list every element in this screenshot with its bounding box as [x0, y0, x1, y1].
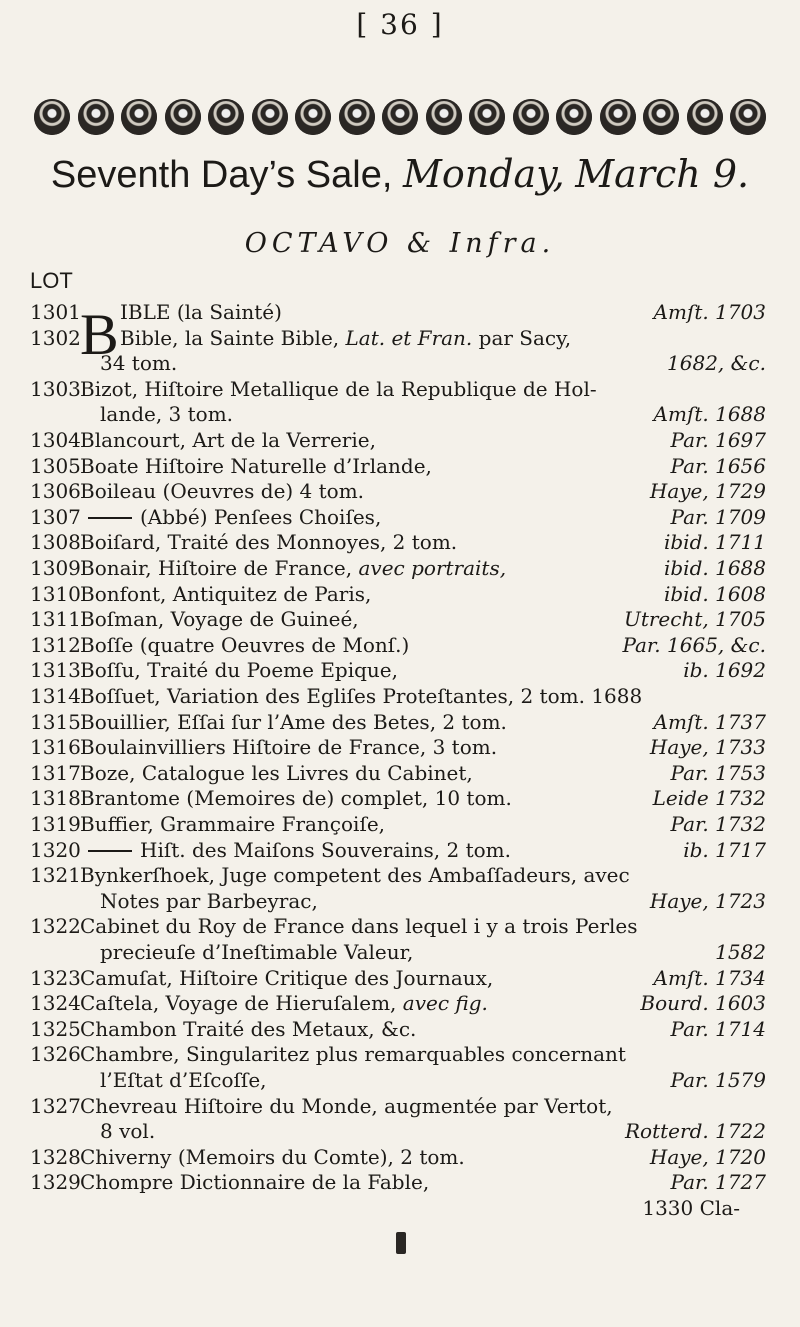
- lot-text-italic: avec portraits,: [352, 556, 507, 580]
- lot-text: Bouillier, Eſſai ſur l’Ame des Betes, 2 tom.: [80, 709, 507, 734]
- format-line: OCTAVO & Infra.: [244, 228, 556, 259]
- lot-description: [80, 838, 511, 862]
- lot-text: Cabinet du Roy de France dans lequel i y a trois Perles: [80, 914, 638, 939]
- lot-description: [80, 582, 371, 606]
- lot-text: Boate Hiſtoire Naturelle d’Irlande,: [80, 453, 432, 478]
- lot-imprint: Par. 1665, &c.: [622, 632, 766, 657]
- page-mark: [396, 1232, 406, 1254]
- lot-number: 1304: [30, 428, 81, 452]
- lot-description: [80, 658, 398, 682]
- sale-heading-date: March 9.: [575, 152, 750, 196]
- lot-number: 1320: [30, 837, 81, 862]
- lot-text: Chiverny (Memoirs du Comte), 2 tom.: [80, 1144, 465, 1169]
- lot-description: [80, 607, 359, 631]
- lot-number: 1308: [30, 530, 81, 555]
- lot-text: Bizot, Hiſtoire Metallique de la Republique de Hol-: [80, 376, 597, 401]
- lot-number: 1327: [30, 1093, 81, 1118]
- lot-imprint: Amſt. 1734: [653, 965, 766, 990]
- lot-description: [80, 991, 488, 1015]
- lot-description: [80, 530, 457, 554]
- lot-imprint: Leide 1732: [652, 786, 766, 811]
- lot-description: [80, 863, 630, 887]
- ornament-icon: [730, 99, 766, 135]
- lot-number: 1321: [30, 863, 81, 888]
- lot-text: l’Eſtat d’Eſcoſſe,: [100, 1068, 267, 1092]
- lot-number: 1310: [30, 581, 81, 606]
- catchword: [0, 1196, 800, 1226]
- lot-text: Boſman, Voyage de Guineé,: [80, 607, 359, 632]
- lot-text: Bynkerſhoek, Juge competent des Ambaſſadeurs, avec: [80, 863, 630, 888]
- lot-number: 1322: [30, 914, 81, 939]
- lot-number: 1318: [30, 786, 81, 811]
- lot-number: 1302: [30, 325, 81, 350]
- lot-number: 1323: [30, 965, 81, 990]
- lot-imprint: Par. 1709: [670, 504, 766, 529]
- lot-description: [100, 1068, 267, 1092]
- lot-number: 1316: [30, 735, 81, 760]
- lot-text: IBLE (la Sainté): [120, 300, 282, 324]
- lot-text: Bonfont, Antiquitez de Paris,: [80, 581, 372, 606]
- lot-description: [100, 402, 233, 426]
- lot-imprint: ib. 1692: [683, 658, 766, 683]
- lot-imprint: Utrecht, 1705: [623, 607, 766, 632]
- lot-text: Hiſt. des Maiſons Souverains, 2 tom.: [140, 837, 511, 862]
- lot-description: [120, 326, 571, 350]
- lot-description: [80, 454, 432, 478]
- sale-heading-prefix: Seventh Day’s Sale,: [50, 154, 393, 196]
- ornament-icon: [295, 99, 331, 135]
- lot-imprint: Haye, 1733: [649, 735, 766, 760]
- catchword-text: 1330 Cla-: [642, 1196, 740, 1220]
- lot-number: 1311: [30, 607, 81, 632]
- ornament-icon: [165, 99, 201, 135]
- lot-imprint: ibid. 1688: [663, 556, 766, 580]
- lot-description: [80, 377, 597, 401]
- ornament-icon: [121, 99, 157, 135]
- lot-number: 1325: [30, 1016, 81, 1041]
- lot-text: Bonair, Hiſtoire de France,: [80, 556, 353, 580]
- lot-number: 1324: [30, 991, 81, 1016]
- ornament-icon: [208, 99, 244, 135]
- sale-heading-day: Monday,: [402, 152, 565, 196]
- ornament-icon: [469, 99, 505, 135]
- ornament-icon: [643, 99, 679, 135]
- lot-description: [100, 940, 413, 964]
- lot-text: Brantome (Memoires de) complet, 10 tom.: [80, 786, 512, 811]
- lot-imprint: Amſt. 1688: [653, 402, 766, 427]
- ornament-icon: [78, 99, 114, 135]
- ditto-dash: [88, 517, 132, 519]
- lot-text: (Abbé) Penſees Choiſes,: [140, 504, 382, 529]
- lot-text: Caſtela, Voyage de Hieruſalem,: [80, 991, 397, 1016]
- lot-description: [80, 505, 381, 529]
- lot-description: [120, 300, 282, 324]
- lot-text: Chevreau Hiſtoire du Monde, augmentée par Vertot,: [80, 1093, 613, 1118]
- lot-number: 1328: [30, 1144, 81, 1169]
- lot-number: 1319: [30, 812, 81, 836]
- lot-number: 1314: [30, 684, 81, 708]
- lot-number: 1307: [30, 504, 81, 529]
- ornament-icon: [339, 99, 375, 135]
- ornament-icon: [687, 99, 723, 135]
- lot-text: Boſſuet, Variation des Egliſes Proteſtantes, 2 tom. 1688: [80, 684, 643, 708]
- lot-number: 1329: [30, 1170, 81, 1195]
- lot-imprint: 1682, &c.: [667, 351, 766, 376]
- lot-description: [80, 684, 642, 708]
- lot-text: Camuſat, Hiſtoire Critique des Journaux,: [80, 965, 494, 990]
- lot-number: 1326: [30, 1042, 81, 1067]
- lot-number: 1312: [30, 632, 81, 657]
- lot-imprint: Rotterd. 1722: [625, 1119, 766, 1144]
- lot-description: [100, 351, 177, 375]
- lot-description: [100, 1119, 155, 1143]
- lot-imprint: Par. 1579: [670, 1068, 766, 1092]
- drop-cap: B: [80, 302, 119, 367]
- lot-imprint: Par. 1753: [670, 760, 766, 785]
- lot-imprint: Par. 1714: [670, 1016, 766, 1041]
- lot-number: 1313: [30, 658, 81, 683]
- lot-text: 34 tom.: [100, 351, 178, 376]
- lot-number: 1306: [30, 479, 81, 504]
- lot-text: Bible, la Sainte Bible,: [120, 325, 340, 350]
- lot-description: [80, 761, 473, 785]
- lot-imprint: ibid. 1711: [663, 530, 766, 555]
- lot-imprint: Bourd. 1603: [640, 991, 766, 1016]
- sale-heading: [0, 152, 800, 197]
- lot-text: Boze, Catalogue les Livres du Cabinet,: [80, 760, 473, 785]
- lot-text: 8 vol.: [100, 1119, 156, 1144]
- ditto-dash: [88, 850, 132, 852]
- lot-imprint: Haye, 1723: [649, 888, 766, 913]
- lot-imprint: Haye, 1729: [649, 479, 766, 504]
- lot-text: lande, 3 tom.: [100, 402, 234, 427]
- lot-number: 1301: [30, 300, 81, 324]
- lot-text-tail: par Sacy,: [472, 325, 572, 350]
- ornament-icon: [556, 99, 592, 135]
- lot-imprint: ib. 1717: [683, 837, 766, 862]
- ornament-icon: [426, 99, 462, 135]
- lot-description: [80, 1145, 465, 1169]
- lot-imprint: Haye, 1720: [649, 1144, 766, 1169]
- lot-imprint: Par. 1732: [670, 812, 766, 836]
- page-number: [ 36 ]: [356, 8, 444, 41]
- lot-description: [80, 1170, 429, 1194]
- ornament-border: [34, 94, 766, 140]
- ornament-icon: [382, 99, 418, 135]
- lot-imprint: Amſt. 1703: [653, 300, 766, 324]
- lot-imprint: Par. 1727: [670, 1170, 766, 1195]
- lot-text-italic: Lat. et Fran.: [339, 325, 473, 350]
- lot-text: Chambre, Singularitez plus remarquables concernant: [80, 1042, 626, 1067]
- lot-text-italic: avec fig.: [396, 991, 488, 1016]
- lot-text: Buffier, Grammaire Françoiſe,: [80, 812, 386, 836]
- lot-text: Notes par Barbeyrac,: [100, 888, 318, 913]
- ornament-icon: [513, 99, 549, 135]
- lot-number: 1305: [30, 453, 81, 478]
- lot-description: [80, 812, 385, 836]
- lot-text: Boileau (Oeuvres de) 4 tom.: [80, 479, 365, 504]
- lot-text: Blancourt, Art de la Verrerie,: [80, 428, 376, 452]
- ornament-icon: [34, 99, 70, 135]
- lot-number: 1315: [30, 709, 81, 734]
- lot-description: [80, 966, 493, 990]
- lot-description: [80, 479, 364, 503]
- lot-number: 1303: [30, 376, 81, 401]
- lot-imprint: Par. 1697: [670, 428, 766, 452]
- lot-description: [80, 633, 409, 657]
- lot-imprint: 1582: [715, 940, 766, 964]
- lot-text: Boſſe (quatre Oeuvres de Monſ.): [80, 632, 410, 657]
- lot-text: precieuſe d’Ineſtimable Valeur,: [100, 940, 414, 964]
- lot-description: [80, 1017, 416, 1041]
- lot-column-heading: LOT: [30, 268, 73, 293]
- lot-description: [80, 1094, 613, 1118]
- ornament-icon: [600, 99, 636, 135]
- lot-description: [80, 1042, 626, 1066]
- lot-description: [80, 786, 512, 810]
- lot-imprint: Amſt. 1737: [653, 709, 766, 734]
- lot-description: [80, 735, 497, 759]
- lot-imprint: Par. 1656: [670, 453, 766, 478]
- lot-description: [80, 428, 376, 452]
- lot-description: [80, 710, 507, 734]
- lot-number: 1309: [30, 556, 81, 580]
- lot-description: [100, 889, 318, 913]
- lot-text: Boulainvilliers Hiſtoire de France, 3 tom.: [80, 735, 498, 760]
- lot-description: [80, 914, 638, 938]
- lot-text: Boiſard, Traité des Monnoyes, 2 tom.: [80, 530, 458, 555]
- lot-description: [80, 556, 506, 580]
- ornament-icon: [252, 99, 288, 135]
- lot-text: Chambon Traité des Metaux, &c.: [80, 1016, 417, 1041]
- lot-text: Chompre Dictionnaire de la Fable,: [80, 1170, 430, 1195]
- lot-text: Boſſu, Traité du Poeme Epique,: [80, 658, 398, 683]
- lot-imprint: ibid. 1608: [663, 581, 766, 606]
- lot-number: 1317: [30, 760, 81, 785]
